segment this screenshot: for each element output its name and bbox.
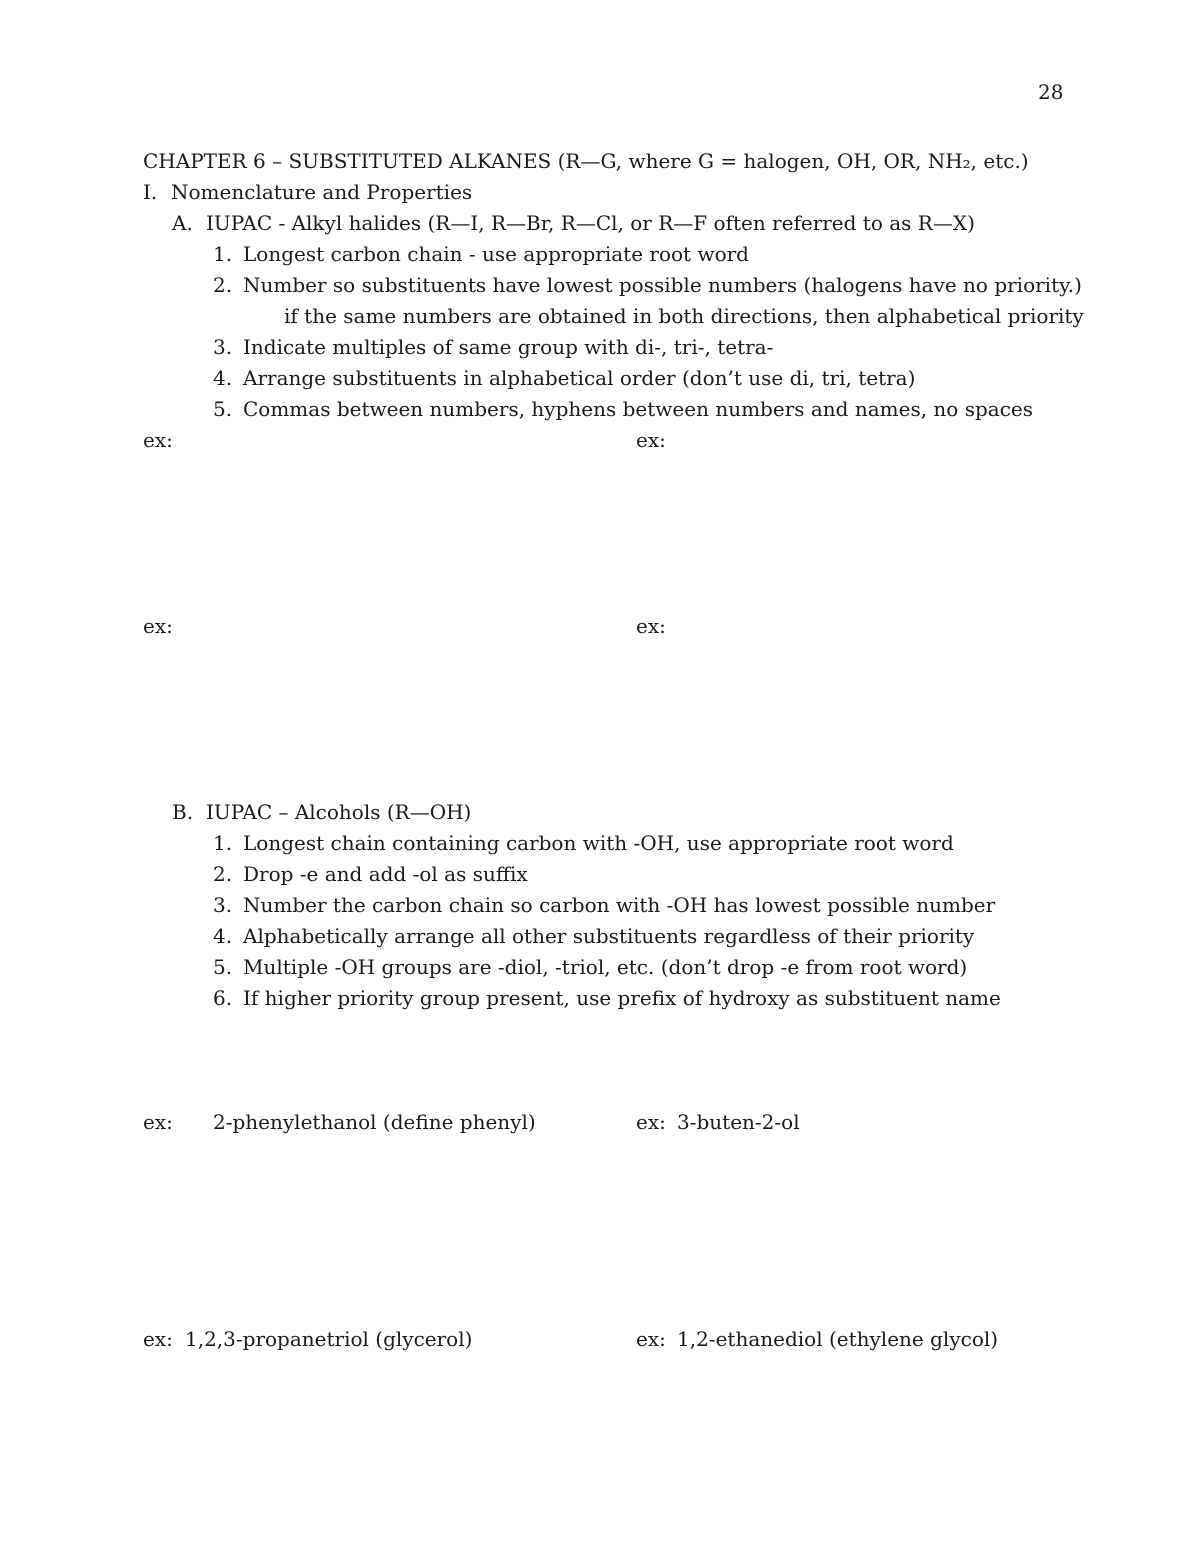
list-item-continuation: if the same numbers are obtained in both directions, then alphabetical priority	[284, 304, 1084, 328]
example-label: ex:	[143, 1110, 173, 1134]
list-item: 1. Longest carbon chain - use appropriate root word	[213, 242, 749, 266]
list-item: 1. Longest chain containing carbon with -OH, use appropriate root word	[213, 831, 954, 855]
example	[143, 1327, 472, 1351]
example-label: ex:	[636, 1110, 666, 1134]
list-item: 6. If higher priority group present, use prefix of hydroxy as substituent name	[213, 986, 1001, 1010]
example-label: ex:	[636, 614, 666, 638]
subsection-a-title: IUPAC - Alkyl halides (R—I, R—Br, R—Cl, or R—F often referred to as R—X)	[206, 211, 975, 235]
chapter-title: CHAPTER 6 – SUBSTITUTED ALKANES (R—G, where G = halogen, OH, OR, NH₂, etc.)	[143, 149, 1029, 173]
section-title: Nomenclature and Properties	[171, 180, 473, 204]
list-item: 3. Number the carbon chain so carbon with -OH has lowest possible number	[213, 893, 996, 917]
list-item: 2. Number so substituents have lowest possible numbers (halogens have no priority.)	[213, 273, 1082, 297]
section-marker: I.	[143, 180, 158, 204]
example	[143, 1110, 536, 1134]
example-label: ex:	[143, 428, 173, 452]
example-name: 1,2,3-propanetriol (glycerol)	[185, 1327, 473, 1351]
list-item: 5. Commas between numbers, hyphens between numbers and names, no spaces	[213, 397, 1033, 421]
example-label: ex:	[143, 1327, 173, 1351]
example-label: ex:	[636, 1327, 666, 1351]
section-heading	[143, 180, 472, 204]
example-label: ex:	[636, 428, 666, 452]
example-label: ex:	[143, 614, 173, 638]
list-item: 3. Indicate multiples of same group with di-, tri-, tetra-	[213, 335, 774, 359]
subsection-b-title: IUPAC – Alcohols (R—OH)	[206, 800, 472, 824]
example	[636, 1110, 800, 1134]
page-number: 28	[1038, 80, 1064, 104]
subsection-a-marker: A.	[172, 211, 193, 235]
list-item: 4. Alphabetically arrange all other substituents regardless of their priority	[213, 924, 975, 948]
subsection-b-marker: B.	[172, 800, 194, 824]
list-item: 2. Drop -e and add -ol as suffix	[213, 862, 528, 886]
subsection-a-heading	[172, 211, 975, 235]
list-item: 5. Multiple -OH groups are -diol, -triol, etc. (don’t drop -e from root word)	[213, 955, 968, 979]
list-item: 4. Arrange substituents in alphabetical order (don’t use di, tri, tetra)	[213, 366, 916, 390]
example-name: 2-phenylethanol (define phenyl)	[213, 1110, 536, 1134]
example-name: 1,2-ethanediol (ethylene glycol)	[677, 1327, 999, 1351]
example	[636, 1327, 998, 1351]
subsection-b-heading	[172, 800, 471, 824]
example-name: 3-buten-2-ol	[677, 1110, 800, 1134]
